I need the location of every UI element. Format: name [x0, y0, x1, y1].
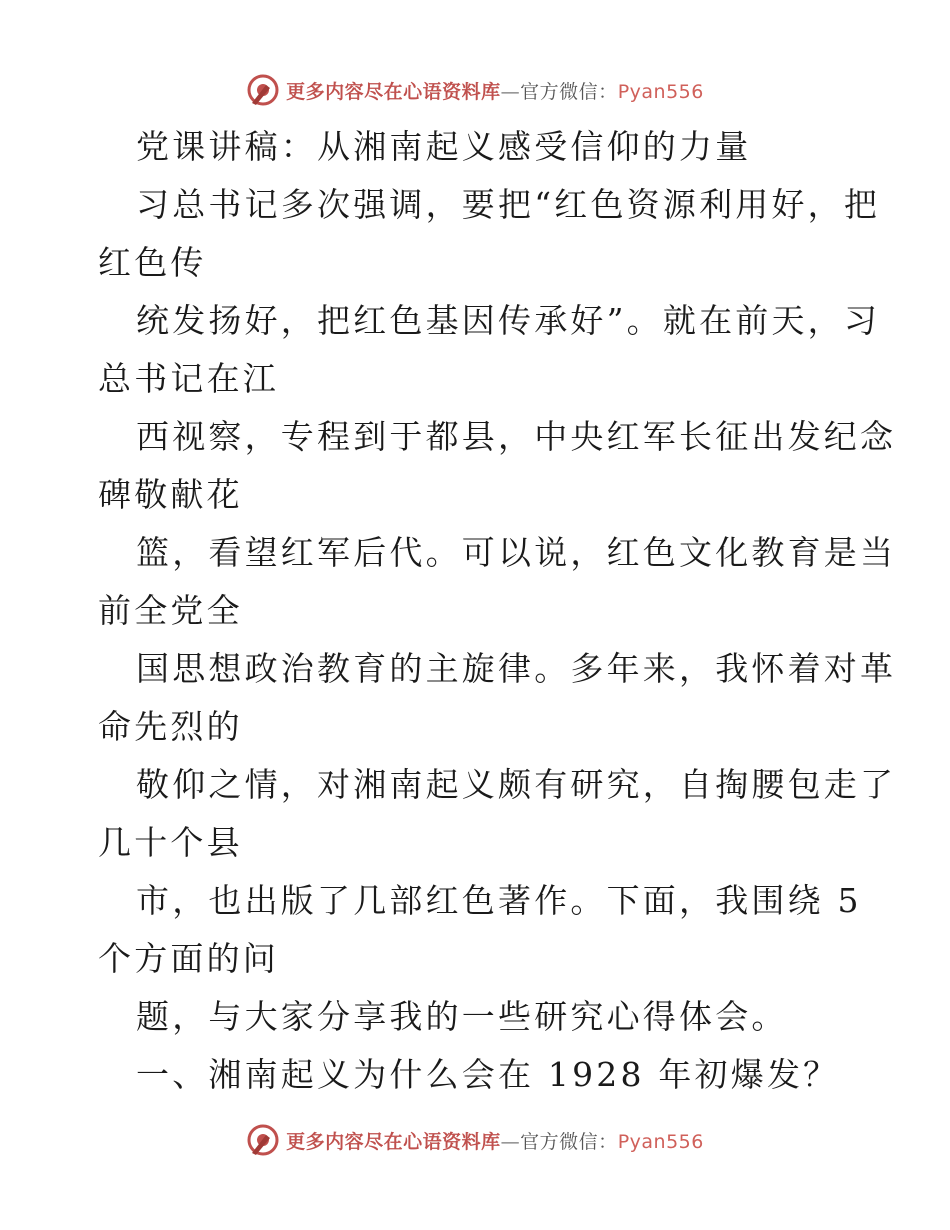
watermark-header [0, 70, 950, 110]
text-line: 篮，看望红军后代。可以说，红色文化教育是当 [136, 533, 897, 572]
watermark-label: 官方微信： [520, 1130, 618, 1153]
text-line: 题，与大家分享我的一些研究心得体会。 [136, 997, 788, 1036]
text-line: 几十个县 [98, 823, 243, 862]
watermark-text [286, 1127, 704, 1154]
text-line: 前全党全 [98, 591, 243, 630]
text-line: 习总书记多次强调，要把“红色资源利用好，把 [136, 185, 881, 224]
text-line: 命先烈的 [98, 707, 243, 746]
watermark-label: 官方微信： [520, 80, 618, 103]
text-line: 碑敬献花 [98, 475, 243, 514]
text-line: 西视察，专程到于都县，中央红军长征出发纪念 [136, 417, 897, 456]
watermark-text [286, 77, 704, 104]
text-line: 党课讲稿：从湘南起义感受信仰的力量 [136, 127, 752, 166]
watermark-id: Pyan556 [617, 1130, 704, 1153]
text-line: 一、湘南起义为什么会在 1928 年初爆发？ [136, 1055, 840, 1094]
text-line: 红色传 [98, 243, 207, 282]
text-line: 总书记在江 [98, 359, 279, 398]
watermark-main: 更多内容尽在心语资料库 [286, 80, 501, 103]
watermark-footer [0, 1120, 950, 1160]
document-body [0, 118, 950, 1104]
pen-logo-icon [246, 1123, 280, 1157]
text-line: 统发扬好，把红色基因传承好”。就在前天，习 [136, 301, 881, 340]
text-line: 个方面的问 [98, 939, 279, 978]
watermark-separator: — [500, 80, 521, 103]
text-line: 国思想政治教育的主旋律。多年来，我怀着对革 [136, 649, 897, 688]
watermark-separator: — [500, 1130, 521, 1153]
pen-logo-icon [246, 73, 280, 107]
text-line: 敬仰之情，对湘南起义颇有研究，自掏腰包走了 [136, 765, 897, 804]
watermark-main: 更多内容尽在心语资料库 [286, 1130, 501, 1153]
watermark-id: Pyan556 [617, 80, 704, 103]
text-line: 市，也出版了几部红色著作。下面，我围绕 5 [136, 881, 862, 920]
